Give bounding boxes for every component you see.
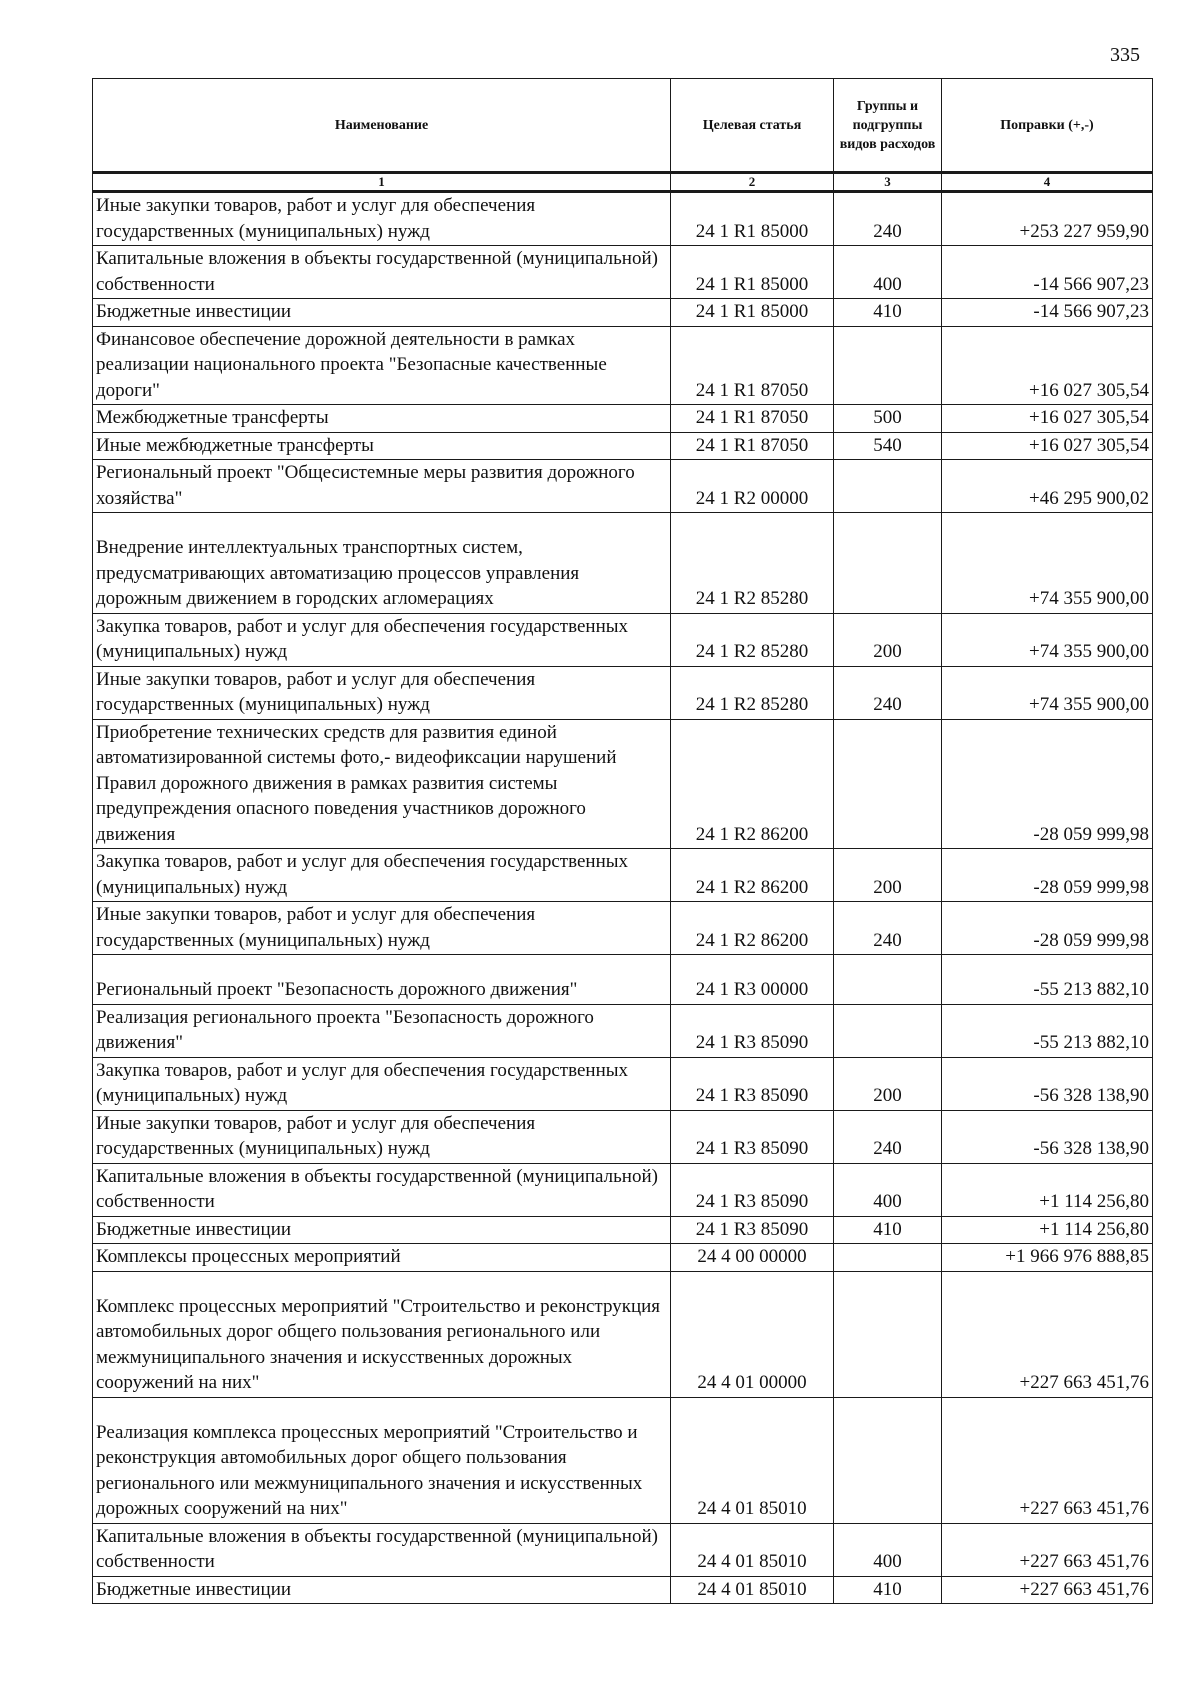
table-row <box>93 1004 1153 1057</box>
row-expense-group: 410 <box>834 299 942 327</box>
row-expense-group: 410 <box>834 1576 942 1604</box>
row-name: Капитальные вложения в объекты государственной (муниципальной) собственности <box>93 1163 671 1216</box>
row-expense-group <box>834 513 942 614</box>
row-name: Закупка товаров, работ и услуг для обеспечения государственных (муниципальных) нужд <box>93 613 671 666</box>
row-expense-group: 400 <box>834 1163 942 1216</box>
row-name: Региональный проект "Общесистемные меры развития дорожного хозяйства" <box>93 460 671 513</box>
row-name: Иные закупки товаров, работ и услуг для обеспечения государственных (муниципальных) нужд <box>93 192 671 246</box>
row-target-article: 24 4 01 85010 <box>671 1576 834 1604</box>
row-expense-group <box>834 326 942 405</box>
header-name: Наименование <box>93 79 671 173</box>
row-amount: +74 355 900,00 <box>942 666 1153 719</box>
table-row <box>93 666 1153 719</box>
row-target-article: 24 1 R2 86200 <box>671 849 834 902</box>
table-row <box>93 246 1153 299</box>
table-row <box>93 1397 1153 1523</box>
table-row <box>93 1057 1153 1110</box>
row-target-article: 24 1 R3 85090 <box>671 1163 834 1216</box>
row-amount: +74 355 900,00 <box>942 613 1153 666</box>
table-row <box>93 613 1153 666</box>
row-target-article: 24 1 R2 86200 <box>671 902 834 955</box>
row-name: Реализация комплекса процессных мероприятий "Строительство и реконструкция автомобильных дорог общего пользования регионального или межмуниципального значения и искусственных дорожных сооружений на них" <box>93 1397 671 1523</box>
row-target-article: 24 1 R3 85090 <box>671 1110 834 1163</box>
row-expense-group: 540 <box>834 432 942 460</box>
column-number: 1 <box>93 173 671 192</box>
row-name: Бюджетные инвестиции <box>93 1216 671 1244</box>
row-name: Комплекс процессных мероприятий "Строительство и реконструкция автомобильных дорог общего пользования регионального или межмуниципального значения и искусственных дорожных сооружений на них" <box>93 1271 671 1397</box>
row-expense-group: 240 <box>834 1110 942 1163</box>
row-expense-group: 400 <box>834 1523 942 1576</box>
row-name: Закупка товаров, работ и услуг для обеспечения государственных (муниципальных) нужд <box>93 849 671 902</box>
table-row <box>93 849 1153 902</box>
row-name: Финансовое обеспечение дорожной деятельности в рамках реализации национального проекта "Безопасные качественные дороги" <box>93 326 671 405</box>
row-expense-group <box>834 460 942 513</box>
row-target-article: 24 1 R2 85280 <box>671 666 834 719</box>
table-row <box>93 460 1153 513</box>
row-target-article: 24 1 R3 85090 <box>671 1004 834 1057</box>
row-name: Иные закупки товаров, работ и услуг для обеспечения государственных (муниципальных) нужд <box>93 666 671 719</box>
row-target-article: 24 1 R1 87050 <box>671 326 834 405</box>
row-amount: +1 114 256,80 <box>942 1163 1153 1216</box>
row-amount: +74 355 900,00 <box>942 513 1153 614</box>
row-expense-group: 240 <box>834 902 942 955</box>
row-target-article: 24 1 R3 00000 <box>671 955 834 1005</box>
row-target-article: 24 1 R2 86200 <box>671 719 834 849</box>
row-name: Бюджетные инвестиции <box>93 1576 671 1604</box>
row-amount: -14 566 907,23 <box>942 299 1153 327</box>
row-target-article: 24 1 R2 85280 <box>671 613 834 666</box>
page-number: 335 <box>1110 44 1140 66</box>
row-amount: +227 663 451,76 <box>942 1576 1153 1604</box>
row-name: Комплексы процессных мероприятий <box>93 1244 671 1272</box>
row-expense-group: 500 <box>834 405 942 433</box>
table-row <box>93 955 1153 1005</box>
table-row <box>93 192 1153 246</box>
row-expense-group <box>834 1244 942 1272</box>
row-amount: +227 663 451,76 <box>942 1397 1153 1523</box>
row-expense-group <box>834 1271 942 1397</box>
table-row <box>93 1244 1153 1272</box>
table-row <box>93 1523 1153 1576</box>
row-expense-group: 240 <box>834 192 942 246</box>
row-name: Иные закупки товаров, работ и услуг для обеспечения государственных (муниципальных) нужд <box>93 1110 671 1163</box>
row-expense-group: 200 <box>834 1057 942 1110</box>
table-row <box>93 405 1153 433</box>
header-amendments: Поправки (+,-) <box>942 79 1153 173</box>
row-expense-group: 200 <box>834 849 942 902</box>
budget-amendments-table <box>92 78 1153 1604</box>
row-amount: -28 059 999,98 <box>942 849 1153 902</box>
table-row <box>93 1271 1153 1397</box>
row-name: Внедрение интеллектуальных транспортных систем, предусматривающих автоматизацию процессов управления дорожным движением в городских агломерациях <box>93 513 671 614</box>
row-amount: +16 027 305,54 <box>942 432 1153 460</box>
row-amount: +1 114 256,80 <box>942 1216 1153 1244</box>
column-number: 3 <box>834 173 942 192</box>
row-expense-group: 410 <box>834 1216 942 1244</box>
table-row <box>93 513 1153 614</box>
row-amount: +1 966 976 888,85 <box>942 1244 1153 1272</box>
row-amount: -28 059 999,98 <box>942 902 1153 955</box>
row-name: Капитальные вложения в объекты государственной (муниципальной) собственности <box>93 246 671 299</box>
header-target-article: Целевая статья <box>671 79 834 173</box>
row-target-article: 24 1 R1 87050 <box>671 405 834 433</box>
table-row <box>93 299 1153 327</box>
row-expense-group <box>834 1397 942 1523</box>
row-amount: +253 227 959,90 <box>942 192 1153 246</box>
row-target-article: 24 4 01 00000 <box>671 1271 834 1397</box>
row-name: Бюджетные инвестиции <box>93 299 671 327</box>
table-row <box>93 432 1153 460</box>
row-amount: -14 566 907,23 <box>942 246 1153 299</box>
row-amount: -55 213 882,10 <box>942 1004 1153 1057</box>
row-target-article: 24 1 R1 85000 <box>671 299 834 327</box>
table-row <box>93 326 1153 405</box>
row-expense-group: 400 <box>834 246 942 299</box>
row-name: Региональный проект "Безопасность дорожного движения" <box>93 955 671 1005</box>
row-amount: +16 027 305,54 <box>942 405 1153 433</box>
row-target-article: 24 4 00 00000 <box>671 1244 834 1272</box>
row-amount: +227 663 451,76 <box>942 1271 1153 1397</box>
row-expense-group <box>834 719 942 849</box>
table-row <box>93 1110 1153 1163</box>
row-name: Капитальные вложения в объекты государственной (муниципальной) собственности <box>93 1523 671 1576</box>
row-amount: -55 213 882,10 <box>942 955 1153 1005</box>
row-expense-group: 200 <box>834 613 942 666</box>
row-expense-group <box>834 1004 942 1057</box>
table-header-row <box>93 79 1153 173</box>
row-target-article: 24 4 01 85010 <box>671 1397 834 1523</box>
row-amount: +46 295 900,02 <box>942 460 1153 513</box>
table-row <box>93 1163 1153 1216</box>
row-target-article: 24 4 01 85010 <box>671 1523 834 1576</box>
row-name: Приобретение технических средств для развития единой автоматизированной системы фото,- видеофиксации нарушений Правил дорожного движения в рамках развития системы предупреждения опасного поведения участников дорожного движения <box>93 719 671 849</box>
row-amount: +227 663 451,76 <box>942 1523 1153 1576</box>
column-number: 4 <box>942 173 1153 192</box>
column-number-row <box>93 173 1153 192</box>
row-name: Иные закупки товаров, работ и услуг для обеспечения государственных (муниципальных) нужд <box>93 902 671 955</box>
row-target-article: 24 1 R2 00000 <box>671 460 834 513</box>
row-name: Иные межбюджетные трансферты <box>93 432 671 460</box>
column-number: 2 <box>671 173 834 192</box>
row-name: Закупка товаров, работ и услуг для обеспечения государственных (муниципальных) нужд <box>93 1057 671 1110</box>
row-target-article: 24 1 R2 85280 <box>671 513 834 614</box>
row-target-article: 24 1 R1 85000 <box>671 246 834 299</box>
table-row <box>93 902 1153 955</box>
row-target-article: 24 1 R3 85090 <box>671 1216 834 1244</box>
row-expense-group: 240 <box>834 666 942 719</box>
row-target-article: 24 1 R3 85090 <box>671 1057 834 1110</box>
row-amount: -28 059 999,98 <box>942 719 1153 849</box>
row-amount: +16 027 305,54 <box>942 326 1153 405</box>
row-amount: -56 328 138,90 <box>942 1110 1153 1163</box>
header-expense-group: Группы и подгруппы видов расходов <box>834 79 942 173</box>
table-row <box>93 1216 1153 1244</box>
row-amount: -56 328 138,90 <box>942 1057 1153 1110</box>
row-name: Межбюджетные трансферты <box>93 405 671 433</box>
row-name: Реализация регионального проекта "Безопасность дорожного движения" <box>93 1004 671 1057</box>
row-target-article: 24 1 R1 87050 <box>671 432 834 460</box>
table-row <box>93 1576 1153 1604</box>
table-row <box>93 719 1153 849</box>
row-expense-group <box>834 955 942 1005</box>
row-target-article: 24 1 R1 85000 <box>671 192 834 246</box>
